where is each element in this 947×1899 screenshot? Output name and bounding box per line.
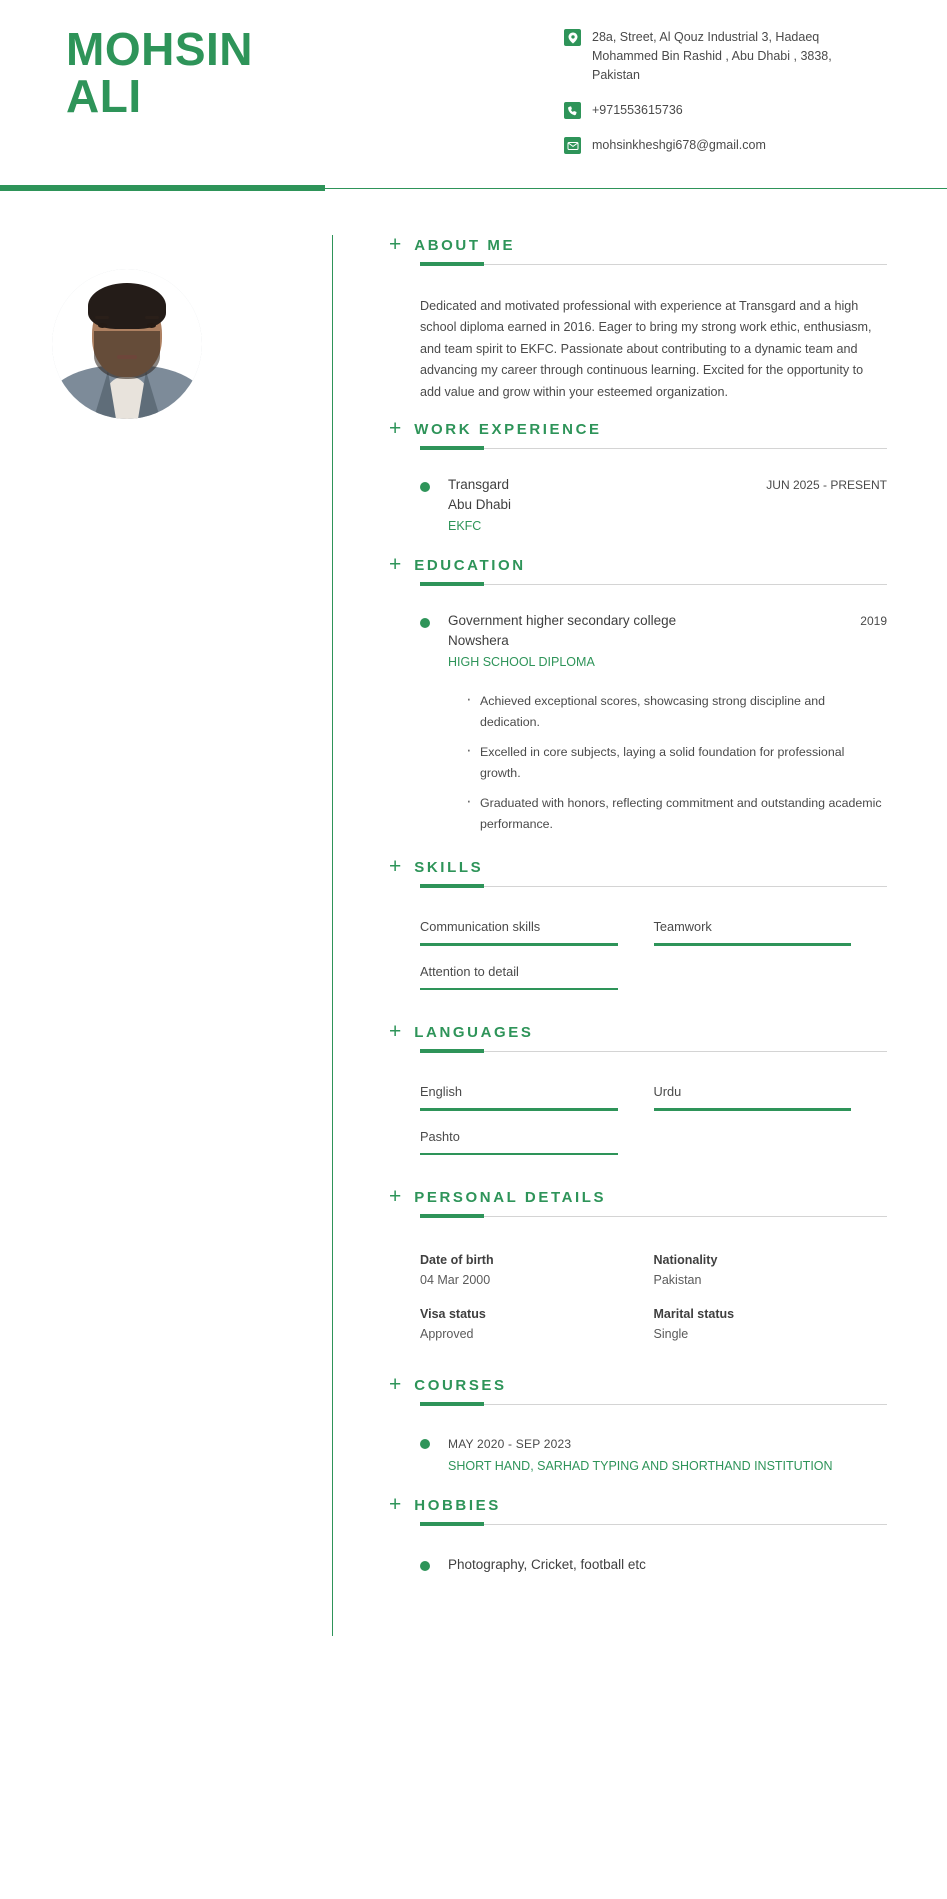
avatar-mouth bbox=[117, 355, 137, 359]
first-name: MOHSIN bbox=[66, 23, 253, 75]
detail-label: Date of birth bbox=[420, 1253, 494, 1268]
about-me-body bbox=[389, 267, 887, 403]
section-rule-accent bbox=[420, 582, 484, 586]
personal-detail-item bbox=[654, 1253, 888, 1287]
education-entry bbox=[420, 613, 887, 669]
section-rule bbox=[420, 1402, 887, 1407]
education-date: 2019 bbox=[860, 614, 887, 629]
section-rule-thin bbox=[420, 886, 887, 887]
section-rule-thin bbox=[420, 1524, 887, 1525]
personal-details-body bbox=[389, 1219, 887, 1361]
language-level-bar bbox=[420, 1153, 618, 1156]
work-experience-heading bbox=[389, 419, 887, 440]
section-rule bbox=[420, 884, 887, 889]
section-title: WORK EXPERIENCE bbox=[414, 421, 602, 439]
envelope-icon bbox=[564, 137, 581, 154]
avatar-lapel-left bbox=[90, 371, 118, 419]
hobby-text: Photography, Cricket, football etc bbox=[448, 1557, 646, 1573]
detail-value: Approved bbox=[420, 1327, 474, 1342]
section-title: EDUCATION bbox=[414, 557, 526, 575]
plus-icon: + bbox=[389, 1020, 402, 1044]
divider-accent-bar bbox=[0, 185, 325, 191]
course-name: SHORT HAND, SARHAD TYPING AND SHORTHAND INSTITUTION bbox=[448, 1459, 833, 1474]
list-item: · Graduated with honors, reflecting commitment and outstanding academic performance. bbox=[464, 793, 887, 835]
section-rule-accent bbox=[420, 1522, 484, 1526]
skills-body bbox=[389, 889, 887, 1008]
contact-address bbox=[564, 28, 887, 85]
personal-details-grid bbox=[420, 1253, 887, 1361]
section-about-me bbox=[389, 235, 887, 403]
plus-icon: + bbox=[389, 233, 402, 256]
section-title: SKILLS bbox=[414, 859, 484, 877]
section-rule bbox=[420, 1522, 887, 1527]
skills-heading bbox=[389, 857, 887, 878]
section-title: LANGUAGES bbox=[414, 1024, 534, 1042]
work-entry-top bbox=[448, 477, 887, 492]
section-courses bbox=[389, 1375, 887, 1473]
resume-body bbox=[0, 191, 947, 1636]
language-label: Pashto bbox=[420, 1128, 460, 1144]
about-me-heading bbox=[389, 235, 887, 256]
detail-label: Nationality bbox=[653, 1253, 718, 1268]
education-body bbox=[389, 587, 887, 835]
section-education bbox=[389, 555, 887, 835]
education-degree: HIGH SCHOOL DIPLOMA bbox=[448, 655, 595, 670]
language-item bbox=[420, 1084, 654, 1111]
section-work-experience bbox=[389, 419, 887, 533]
education-location: Nowshera bbox=[448, 633, 509, 649]
last-name: ALI bbox=[66, 70, 142, 122]
section-rule-thin bbox=[420, 1404, 887, 1405]
skill-item bbox=[420, 919, 654, 946]
personal-detail-item bbox=[420, 1253, 654, 1287]
language-item bbox=[420, 1129, 654, 1156]
personal-details-heading bbox=[389, 1187, 887, 1208]
avatar-hair bbox=[88, 283, 166, 329]
address-text: 28a, Street, Al Qouz Industrial 3, Hadaeq Mohammed Bin Rashid , Abu Dhabi , 3838, Pakistan bbox=[592, 30, 832, 82]
personal-detail-item bbox=[420, 1307, 654, 1341]
section-rule-thin bbox=[420, 584, 887, 585]
resume-header bbox=[0, 0, 947, 155]
plus-icon: + bbox=[389, 855, 402, 879]
section-rule bbox=[420, 446, 887, 451]
work-entry bbox=[420, 477, 887, 533]
skill-label: Teamwork bbox=[653, 919, 712, 935]
hobbies-body bbox=[389, 1527, 887, 1572]
avatar-eye-left bbox=[98, 323, 107, 328]
section-rule-thin bbox=[420, 264, 887, 265]
contact-phone bbox=[564, 101, 887, 120]
detail-value: 04 Mar 2000 bbox=[420, 1273, 491, 1288]
plus-icon: + bbox=[389, 1373, 402, 1397]
section-rule-accent bbox=[420, 1049, 484, 1053]
avatar-eyebrow-right bbox=[145, 316, 159, 319]
skills-grid bbox=[420, 919, 887, 1008]
bullet-dot-icon bbox=[420, 1439, 430, 1449]
work-location: Abu Dhabi bbox=[448, 497, 512, 513]
section-rule-thin bbox=[420, 448, 887, 449]
phone-text: +971553615736 bbox=[592, 103, 683, 117]
personal-detail-item bbox=[654, 1307, 888, 1341]
hobby-entry bbox=[420, 1557, 887, 1572]
section-rule-accent bbox=[420, 1214, 484, 1218]
section-rule-accent bbox=[420, 446, 484, 450]
candidate-name bbox=[66, 23, 396, 122]
work-date: JUN 2025 - PRESENT bbox=[766, 478, 887, 493]
header-divider bbox=[0, 185, 947, 191]
education-school: Government higher secondary college bbox=[448, 613, 677, 629]
hobbies-heading bbox=[389, 1495, 887, 1516]
skill-level-bar bbox=[420, 988, 618, 991]
avatar-eyebrow-left bbox=[95, 316, 109, 319]
phone-icon bbox=[564, 102, 581, 119]
section-title: PERSONAL DETAILS bbox=[414, 1189, 607, 1207]
location-pin-icon bbox=[564, 29, 581, 46]
about-me-text: Dedicated and motivated professional with experience at Transgard and a high school diploma earned in 2016. Eager to bring my strong work ethic, enthusiasm, and team spirit to EKFC. Passionate about contributing to a dynamic team and advancing my career through continuous learning. Excited for the opportunity to add value and grow within your esteemed organization. bbox=[420, 298, 872, 399]
section-title: ABOUT ME bbox=[414, 237, 516, 254]
education-entry-top bbox=[448, 613, 887, 628]
languages-body bbox=[389, 1054, 887, 1173]
section-skills bbox=[389, 857, 887, 1008]
courses-body bbox=[389, 1407, 887, 1473]
avatar-eye-right bbox=[147, 323, 156, 328]
bullet-dot-icon bbox=[420, 618, 430, 628]
detail-value: Single bbox=[653, 1327, 689, 1342]
detail-label: Marital status bbox=[653, 1307, 735, 1322]
section-rule-accent bbox=[420, 262, 484, 266]
language-label: English bbox=[420, 1084, 462, 1100]
section-hobbies bbox=[389, 1495, 887, 1572]
section-title: HOBBIES bbox=[414, 1497, 501, 1515]
avatar bbox=[52, 269, 202, 419]
section-title: COURSES bbox=[414, 1377, 507, 1395]
languages-grid bbox=[420, 1084, 887, 1173]
plus-icon: + bbox=[389, 553, 402, 577]
section-rule bbox=[420, 1214, 887, 1219]
work-company: Transgard bbox=[448, 477, 510, 493]
section-rule bbox=[420, 262, 887, 267]
plus-icon: + bbox=[389, 417, 402, 441]
section-rule-accent bbox=[420, 1402, 484, 1406]
language-level-bar bbox=[654, 1108, 852, 1111]
skill-item bbox=[654, 919, 888, 946]
skill-item bbox=[420, 964, 654, 991]
bullet-dot-icon bbox=[420, 482, 430, 492]
detail-label: Visa status bbox=[420, 1307, 486, 1322]
section-rule bbox=[420, 582, 887, 587]
language-label: Urdu bbox=[653, 1084, 682, 1100]
contact-list bbox=[396, 28, 887, 155]
work-experience-body bbox=[389, 451, 887, 533]
bullet-dot-icon bbox=[420, 1561, 430, 1571]
course-date: MAY 2020 - SEP 2023 bbox=[448, 1437, 572, 1452]
left-column bbox=[0, 235, 332, 1636]
skill-level-bar bbox=[654, 943, 852, 946]
work-role: EKFC bbox=[448, 519, 482, 534]
list-item: · Excelled in core subjects, laying a solid foundation for professional growth. bbox=[464, 742, 887, 784]
plus-icon: + bbox=[389, 1185, 402, 1209]
skill-label: Attention to detail bbox=[420, 963, 519, 979]
plus-icon: + bbox=[389, 1493, 402, 1517]
section-rule-thin bbox=[420, 1051, 887, 1052]
list-item: · Achieved exceptional scores, showcasing strong discipline and dedication. bbox=[464, 691, 887, 733]
section-rule-accent bbox=[420, 884, 484, 888]
section-languages bbox=[389, 1022, 887, 1173]
section-rule-thin bbox=[420, 1216, 887, 1217]
language-item bbox=[654, 1084, 888, 1111]
right-column bbox=[332, 235, 947, 1636]
email-text: mohsinkheshgi678@gmail.com bbox=[592, 138, 766, 152]
skill-level-bar bbox=[420, 943, 618, 946]
languages-heading bbox=[389, 1022, 887, 1043]
detail-value: Pakistan bbox=[653, 1273, 702, 1288]
contact-email bbox=[564, 136, 887, 155]
language-level-bar bbox=[420, 1108, 618, 1111]
avatar-lapel-right bbox=[136, 371, 164, 419]
education-bullets bbox=[464, 691, 887, 835]
section-rule bbox=[420, 1049, 887, 1054]
courses-heading bbox=[389, 1375, 887, 1396]
education-heading bbox=[389, 555, 887, 576]
section-personal-details bbox=[389, 1187, 887, 1361]
skill-label: Communication skills bbox=[420, 919, 541, 935]
course-entry bbox=[420, 1437, 887, 1473]
